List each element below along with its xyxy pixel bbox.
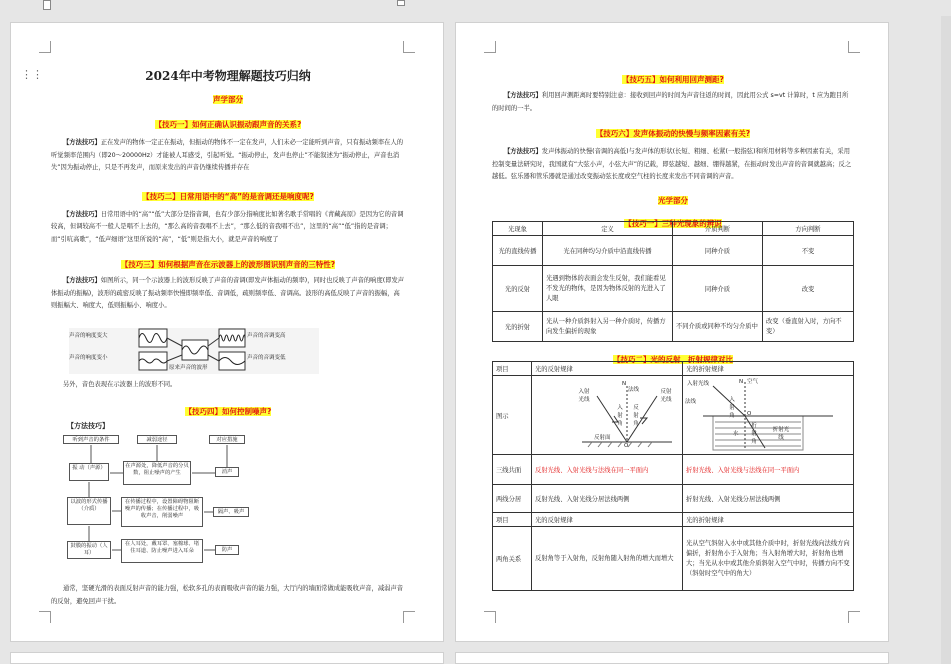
flow-box: 在传播过程中，设置障碍物阻断噪声的传播；在传播过程中，吸收声音，削弱噪声: [121, 497, 203, 527]
table-cell: 光的直线传播: [493, 236, 543, 266]
method-label: 【方法技巧】: [67, 422, 109, 430]
table-cell: 改变: [763, 266, 854, 312]
diagram-label: 反射光线: [660, 389, 672, 403]
tip5-heading: 【技巧五】如何利用回声测距?: [622, 75, 724, 84]
next-page-left: [10, 652, 444, 664]
table-row: [493, 362, 854, 376]
table-cell: 光在同种均匀介质中沿直线传播: [543, 236, 673, 266]
diagram-label: 反射角: [633, 405, 639, 427]
flow-box: 防声: [215, 545, 239, 555]
table-header: 定义: [543, 222, 673, 236]
diagram-label: N: [739, 379, 744, 385]
diagram-label: 折射光线: [772, 427, 790, 441]
reflection-refraction-table: [492, 361, 854, 591]
table-row: [493, 376, 854, 455]
diagram-label: 反射面: [594, 435, 611, 441]
diagram-label: 水: [733, 431, 739, 437]
crop-mark: [848, 41, 860, 53]
diagram-label: 入射角: [729, 397, 735, 419]
table-cell: 图示: [493, 376, 532, 455]
wave-caption: 原来声音的波形: [169, 365, 208, 371]
table-cell: 两线分居: [493, 485, 532, 513]
next-page-right: [455, 652, 889, 664]
page-right: [455, 22, 889, 642]
crop-mark: [39, 611, 51, 623]
tip3-paragraph: 【方法技巧】如图所示，同一个示波器上的波形反映了声音的音调(即发声体振动的频率)，同时也反映了声音的响度(即发声体振动的振幅)，波形的疏密反映了振动频率快慢即频率低、音调低，疏则频率低、音调高。波形的高低反映了声音的振幅，高则振幅大、响度大，低则振幅小、响度小。: [51, 277, 405, 309]
flow-box: 消声: [215, 467, 239, 477]
table-cell: 光的折射: [493, 312, 543, 342]
table-header: 光的折射规律: [683, 362, 854, 376]
wave-label: 声音的响度变大: [69, 333, 108, 339]
table-header: 项目: [493, 362, 532, 376]
crop-mark: [403, 611, 415, 623]
table-cell: 三线共面: [493, 455, 532, 485]
diagram-label: 入射光线: [578, 389, 590, 403]
table-cell: 反射光线、入射光线与法线在同一平面内: [532, 455, 683, 485]
tip1-heading: 【技巧一】如何正确认识振动跟声音的关系?: [154, 120, 302, 129]
diagram-label: 空气: [747, 379, 759, 385]
flow-box: 以波的形式传播（介质）: [67, 497, 111, 525]
waveform-figure: [69, 328, 319, 374]
table-cell: 折射光线、入射光线与法线在同一平面内: [683, 455, 854, 485]
wave-label: 声音的音调变高: [247, 333, 286, 339]
table-cell: 折射光线、入射光线分居法线两侧: [683, 485, 854, 513]
table-cell: 不同介质或同种不均匀介质中: [673, 312, 763, 342]
table-row: [493, 236, 854, 266]
tip2-heading: 【技巧二】日常用语中的“高”的是音调还是响度呢?: [142, 191, 314, 201]
footer-paragraph: 通常，坚硬光滑的表面反射声音的能力强，松软多孔的表面吸收声音的能力强，大厅内的墙面常做成能吸收声音，减弱声音的反射，避免回声干扰。: [51, 585, 404, 605]
table-cell: 项目: [493, 513, 532, 527]
tipL2-heading: 【技巧二】光的反射、折射规律对比: [613, 355, 733, 364]
tip2-paragraph: 【方法技巧】日常用语中的“高”“低”大部分是指音调，也有少部分指响度比如著名歌手常唱的《青藏高原》是因为它的音调较高，但调较高不一般人是唱不上去的，“那么高的音我唱不上去”，“那么低的音我唱不出”，这里的“高”“低”指的是音调；而“引吭高歌”，“低声细语”这里所说的“高”，“低”则是指大小，就是声音的响度了: [51, 210, 404, 243]
toolbar-strip: [0, 0, 951, 16]
tip6-paragraph: 【方法技巧】发声体振动的快慢(音调的高低)与发声体的形状(长短、粗细、松紧(一般指弦)和所用材料等多种因素有关，采用控制变量法研究时，我国就有“大弦小声，小弦大声”的记载，即弦越短、越细、绷得越紧，在振动时发出声音的音调就越高；反之越低。弦乐器和管乐器就是通过改变振动弦长度或空气柱的长度来发出不同音调的声音。: [492, 148, 852, 180]
diagram-label: 入射光线: [686, 381, 709, 387]
diagram-label: 入射角: [617, 405, 623, 427]
table-row: [493, 485, 854, 513]
diagram-label: 法线: [628, 387, 640, 393]
flow-box: 鼓膜的振动（人耳）: [67, 541, 111, 559]
tip3-heading: 【技巧三】如何根据声音在示波器上的波形图识别声音的三特性?: [120, 260, 336, 269]
flow-header: 对应措施: [209, 435, 245, 444]
table-cell: 同种介质: [673, 236, 763, 266]
crop-mark: [403, 41, 415, 53]
waveform-graphic: [69, 328, 319, 374]
table-row: [493, 513, 854, 527]
section-light: 光学部分: [658, 195, 688, 205]
flow-box: 在声源处，降低声音的分贝数，阻止噪声的产生: [123, 461, 191, 485]
page-title: 2024年中考物理解题技巧归纳: [145, 69, 311, 83]
tip1-paragraph: 【方法技巧】正在发声的物体一定正在振动，但振动的物体不一定在发声，人们未必一定能听到声音，只有振动频率在人的听觉频率范围内（即20～20000Hz）才能被人耳感受，引起听觉。“振动停止，发声也停止”不能叙述为“振动停止，声音也消失”因为振动停止，只是不再发声，而原来发出的声音仍继续传播并存在: [51, 139, 404, 171]
table-cell: 两角关系: [493, 527, 532, 591]
table-cell: 同种介质: [673, 266, 763, 312]
tip4-heading: 【技巧四】如何控制噪声?: [184, 407, 272, 416]
refraction-diagram-cell: [683, 376, 854, 455]
table-cell: 光遇到物体的表面会发生反射，我们能看见不发光的物体，是因为物体反射的光进入了人眼: [543, 266, 673, 312]
table-header: 方向判断: [763, 222, 854, 236]
table-cell: 改变（垂直射入时，方向不变）: [763, 312, 854, 342]
table-cell: 反射光线、入射光线分居法线两侧: [532, 485, 683, 513]
noise-flowchart: [63, 433, 263, 583]
waveform-note: 另外，音色表现在示波器上的波形不同。: [63, 381, 177, 388]
table-header: 光现象: [493, 222, 543, 236]
diagram-label: 折射角: [751, 423, 757, 445]
reflection-diagram-cell: [532, 376, 683, 455]
diagram-label: O: [624, 443, 629, 449]
flow-header: 减弱途径: [137, 435, 177, 444]
scrollbar[interactable]: [941, 16, 951, 664]
table-cell: 光从一种介质斜射入另一种介质时，传播方向发生偏折的现象: [543, 312, 673, 342]
flow-box: 振 动（声源）: [69, 463, 109, 481]
table-row: [493, 222, 854, 236]
wave-label: 声音的响度变小: [69, 355, 108, 361]
crop-mark: [848, 611, 860, 623]
crop-mark: [39, 41, 51, 53]
crop-mark: [484, 41, 496, 53]
table-row: [493, 266, 854, 312]
tipL1-heading: 【技巧一】三种光现象的辨识: [624, 218, 722, 228]
crop-mark: [484, 611, 496, 623]
flow-arrows: [63, 433, 263, 583]
tip6-heading: 【技巧六】发声体振动的快慢与频率因素有关?: [595, 129, 751, 138]
table-row: [493, 312, 854, 342]
table-cell: 反射角等于入射角，反射角随入射角的增大而增大: [532, 527, 683, 591]
flow-box: 隔声、吸声: [213, 507, 249, 517]
flow-header: 听到声音的条件: [63, 435, 119, 444]
ruler-handle-right[interactable]: [397, 0, 405, 6]
flow-box: 在人耳处，戴耳罩、塞棉球、堵住耳道、防止噪声进入耳朵: [121, 539, 203, 563]
table-cell: 光的反射: [493, 266, 543, 312]
light-phenomena-table: [492, 218, 854, 342]
section-sound: 声学部分: [213, 95, 243, 104]
diagram-label: N: [622, 381, 627, 387]
table-cell: 不变: [763, 236, 854, 266]
diagram-label: O: [747, 411, 752, 417]
table-header: 介质判断: [673, 222, 763, 236]
diagram-label: 法线: [685, 399, 697, 405]
wave-label: 声音的音调变低: [247, 355, 286, 361]
ruler-handle-left[interactable]: [43, 0, 51, 10]
tip5-paragraph: 【方法技巧】利用回声测距离时要特别注意：接收到回声的时间为声音往返的时间，因此用公式 s=vt 计算时，t 应为跑目所的时间的一半。: [492, 92, 849, 112]
table-cell: 光的折射规律: [683, 513, 854, 527]
table-row: [493, 527, 854, 591]
table-header: 光的反射规律: [532, 362, 683, 376]
table-row: [493, 455, 854, 485]
page-left: [10, 22, 444, 642]
table-cell: 光的反射规律: [532, 513, 683, 527]
drag-handle-icon[interactable]: ⋮⋮: [21, 68, 43, 81]
table-cell: 光从空气斜射入水中或其他介质中时，折射光线向法线方向偏折，折射角小于入射角；当入射角增大时，折射角也增大；当光从水中或其他介质斜射入空气中时，传播方向不变（斜射时空气中的角大）: [683, 527, 854, 591]
